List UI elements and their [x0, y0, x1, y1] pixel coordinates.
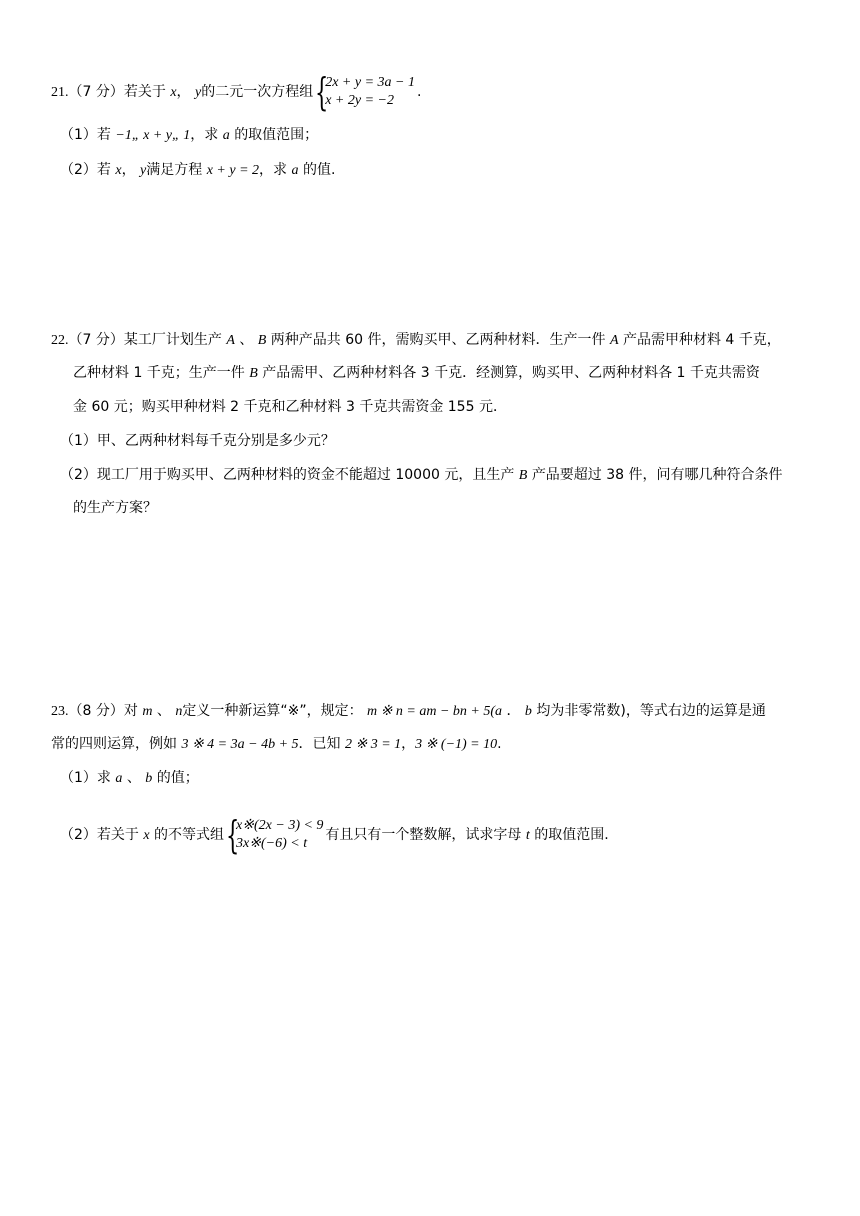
q23-var-n: n: [175, 704, 183, 719]
q21-text-b: 的二元一次方程组: [201, 84, 314, 100]
q21-part2-equation: x + y = 2: [206, 163, 260, 178]
q21-eq1: 2x + y = 3a − 1: [325, 75, 415, 90]
q21-brace-icon: {: [315, 70, 329, 114]
q21-part1-text: 若: [96, 127, 111, 143]
q21-part1-text-b: ，求: [190, 127, 219, 143]
q22-part2-text-c: 的生产方案？: [73, 500, 157, 516]
q23-comma: ，: [401, 736, 416, 752]
q23-stem-line2: [51, 734, 502, 755]
q21-number: 21.: [51, 85, 69, 100]
q23-part2-text-c: 有且只有一个整数解，试求字母: [325, 827, 522, 843]
q21-var-y: y: [194, 85, 202, 100]
q23-part2: [60, 813, 609, 857]
q23-example: 3 ※ 4 = 3a − 4b + 5: [181, 737, 299, 752]
q22-var-A2: A: [609, 333, 619, 348]
q22-var-B2: B: [249, 366, 258, 381]
q21-part2-text: 若: [96, 162, 111, 178]
q23-part2-text-d: 的取值范围.: [534, 827, 609, 843]
q21-part1-label: （1）: [60, 127, 97, 143]
q21-part2-text-b: 满足方程: [146, 162, 203, 178]
q21-part2: [60, 160, 335, 181]
q21-part2-comma: ，: [121, 162, 136, 178]
q22-part2-var-B: B: [518, 468, 528, 483]
q21-stem: [51, 70, 422, 114]
q22-part2-line2: [73, 498, 157, 518]
q23-part1-text: （1）求: [60, 770, 111, 786]
q23-text-1a: 对: [123, 703, 138, 719]
q23-part1-var-b: b: [145, 771, 153, 786]
q23-part1-text-b: 的值；: [156, 770, 199, 786]
q23-inequality-system: [226, 813, 324, 857]
q23-text-2b: ．已知: [298, 736, 341, 752]
q23-part2-text-b: 的不等式组: [154, 827, 225, 843]
q23-part2-text-a: （2）若关于: [60, 827, 139, 843]
q21-var-x: x: [170, 85, 177, 100]
q21-equation-system: [315, 70, 415, 114]
q23-part1-var-a: a: [115, 771, 123, 786]
q21-text: 若关于: [123, 84, 166, 100]
q23-given-1: 2 ※ 3 = 1: [344, 737, 402, 752]
q23-stem-line1: [51, 701, 766, 722]
q21-part1-text-c: 的取值范围；: [234, 127, 319, 143]
q21-part1: [60, 125, 318, 146]
q22-part2-line1: [60, 465, 783, 486]
q23-score: （8 分）: [68, 703, 124, 719]
q21-part2-text-d: 的值.: [302, 162, 336, 178]
q23-text-1b: 定义一种新运算“※”，规定：: [182, 703, 363, 719]
q22-part1: [60, 431, 335, 451]
q22-text-1b: 两种产品共 60 件，需购买甲、乙两种材料．生产一件: [270, 332, 606, 348]
q23-sep: 、: [156, 703, 171, 719]
q22-stem-line3: [73, 397, 507, 417]
q22-sep: 、: [239, 332, 254, 348]
q23-number: 23.: [51, 704, 69, 719]
q22-text-2b: 产品需甲、乙两种材料各 3 千克．经测算，购买甲、乙两种材料各 1 千克共需资: [262, 365, 760, 381]
q22-stem-line1: [51, 330, 781, 351]
q23-brace-icon: {: [226, 813, 240, 857]
q23-definition: m ※ n = am − bn + 5(a: [367, 704, 503, 719]
q23-part1: [60, 768, 199, 789]
q22-part2-text-b: 产品要超过 38 件，问有哪几种符合条件: [531, 467, 783, 483]
q21-part2-var-x: x: [115, 163, 122, 178]
q22-part2-text-a: （2）现工厂用于购买甲、乙两种材料的资金不能超过 10000 元，且生产: [60, 467, 515, 483]
q23-given-2: 3 ※ (−1) = 10: [415, 737, 498, 752]
q23-dot: ．: [506, 703, 521, 719]
q21-part1-var: a: [222, 128, 230, 143]
q23-part2-var-t: t: [525, 828, 530, 843]
q22-var-A: A: [226, 333, 235, 348]
q23-ineq1: x※(2x − 3) < 9: [236, 818, 324, 833]
q23-ineq2: 3x※(−6) < t: [236, 836, 308, 851]
q23-text-2a: 常的四则运算，例如: [51, 736, 177, 752]
q22-var-B: B: [257, 333, 267, 348]
q21-eq2: x + 2y = −2: [325, 93, 394, 108]
q22-number: 22.: [51, 333, 69, 348]
q21-part1-condition: −1„ x + y„ 1: [115, 128, 191, 143]
q21-part2-text-c: ，求: [259, 162, 288, 178]
q21-part2-var-a: a: [291, 163, 299, 178]
q21-part2-label: （2）: [60, 162, 97, 178]
q23-part1-sep: 、: [126, 770, 141, 786]
q21-end: .: [416, 84, 422, 100]
q21-part2-var-y: y: [140, 163, 147, 178]
q22-text-1c: 产品需甲种材料 4 千克，: [622, 332, 781, 348]
q21-comma: ，: [176, 84, 191, 100]
q22-text-2a: 乙种材料 1 千克；生产一件: [73, 365, 245, 381]
q23-text-1c: 均为非零常数)，等式右边的运算是通: [536, 703, 766, 719]
q22-part1-text: （1）甲、乙两种材料每千克分别是多少元？: [60, 433, 335, 449]
q21-score: （7 分）: [68, 84, 124, 100]
q22-text-1a: 某工厂计划生产: [123, 332, 222, 348]
q23-var-b: b: [524, 704, 532, 719]
q23-var-m: m: [142, 704, 153, 719]
q23-end: .: [497, 736, 502, 752]
q22-score: （7 分）: [68, 332, 124, 348]
q22-text-3: 金 60 元；购买甲种材料 2 千克和乙种材料 3 千克共需资金 155 元．: [73, 399, 507, 415]
q22-stem-line2: [73, 363, 760, 384]
q23-part2-var-x: x: [143, 828, 150, 843]
